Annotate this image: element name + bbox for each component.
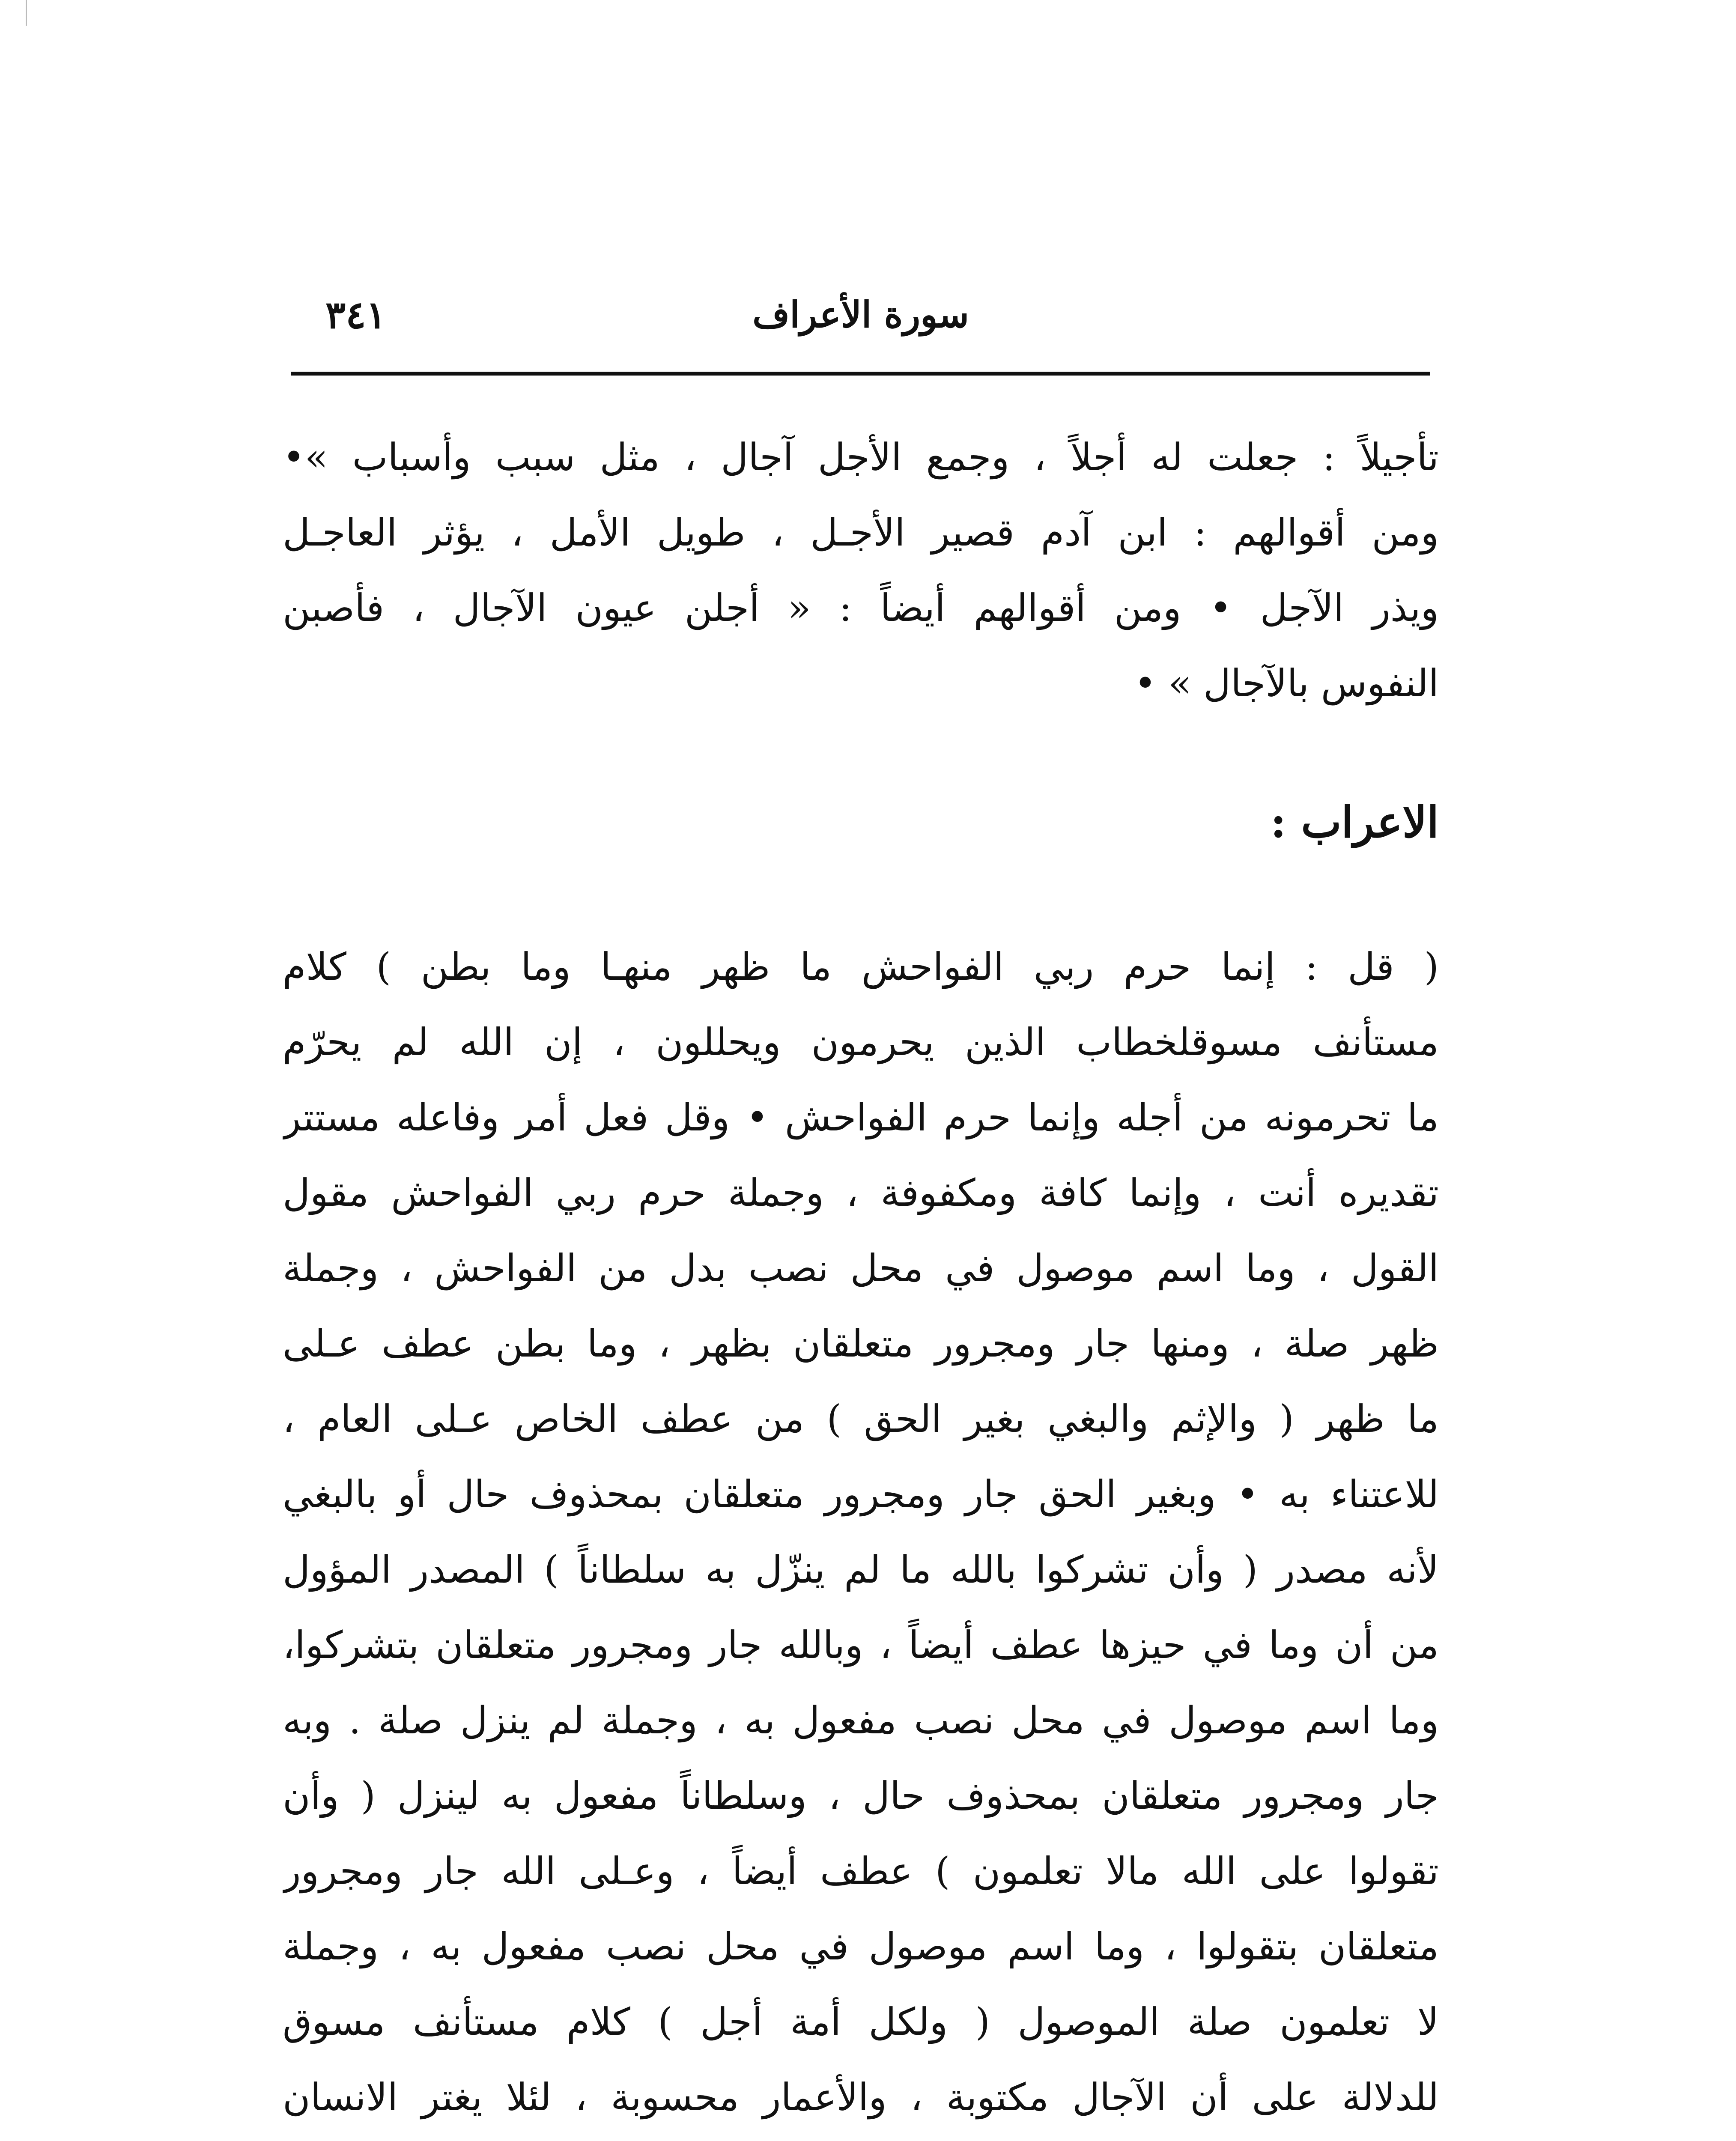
page-number: ٣٤١ — [325, 292, 386, 337]
text-line — [283, 2135, 1439, 2141]
text-line: متعلقان بتقولوا ، وما اسم موصول في محل نصب مفعول به ، وجملة — [283, 1924, 1439, 1968]
page-header — [291, 283, 1430, 347]
text-line: ما ظهر ( والإثم والبغي بغير الحق ) من عطف الخاص عـلى العام ، — [283, 1397, 1439, 1441]
surah-title: سورة الأعراف — [752, 293, 969, 336]
text-line: القول ، وما اسم موصول في محل نصب بدل من الفواحش ، وجملة — [283, 1246, 1439, 1290]
definitions-paragraph — [283, 420, 1439, 721]
section-heading-irab: الاعراب : — [1270, 797, 1439, 847]
text-line: ويذر الآجل • ومن أقوالهم أيضاً : « أجلن عيون الآجال ، فأصبن — [283, 586, 1439, 630]
text-line: تقولوا على الله مالا تعلمون ) عطف أيضاً ، وعـلى الله جار ومجرور — [283, 1849, 1439, 1893]
text-line: النفوس بالآجال » • — [1134, 661, 1439, 705]
text-line: وما اسم موصول في محل نصب مفعول به ، وجملة لم ينزل صلة . وبه — [283, 1698, 1439, 1742]
scan-margin-mark — [26, 0, 35, 26]
text-line: تقديره أنت ، وإنما كافة ومكفوفة ، وجملة حرم ربي الفواحش مقول — [283, 1171, 1439, 1215]
text-line: من أن وما في حيزها عطف أيضاً ، وبالله جار ومجرور متعلقان بتشركوا، — [283, 1623, 1439, 1667]
header-divider — [291, 372, 1430, 376]
text-line: لا تعلمون صلة الموصول ( ولكل أمة أجل ) كلام مستأنف مسوق — [283, 2000, 1439, 2044]
text-line: لأنه مصدر ( وأن تشركوا بالله ما لم ينزّل به سلطاناً ) المصدر المؤول — [283, 1548, 1439, 1592]
text-line: ظهر صلة ، ومنها جار ومجرور متعلقان بظهر ، وما بطن عطف عـلى — [283, 1321, 1439, 1366]
text-line: تأجيلاً : جعلت له أجلاً ، وجمع الأجل آجال ، مثل سبب وأسباب »• — [283, 435, 1439, 479]
text-line: مستأنف مسوقلخطاب الذين يحرمون ويحللون ، إن الله لم يحرّم — [283, 1020, 1439, 1064]
text-line: للدلالة على أن الآجال مكتوبة ، والأعمار محسوبة ، لئلا يغتر الانسان — [283, 2075, 1439, 2119]
text-line: ما تحرمونه من أجله وإنما حرم الفواحش • وقل فعل أمر وفاعله مستتر — [283, 1095, 1439, 1139]
text-line: جار ومجرور متعلقان بمحذوف حال ، وسلطاناً مفعول به لينزل ( وأن — [283, 1774, 1439, 1818]
text-line: للاعتناء به • وبغير الحق جار ومجرور متعلقان بمحذوف حال أو بالبغي — [283, 1472, 1439, 1516]
irab-paragraph — [283, 929, 1439, 2141]
text-line: ( قل : إنما حرم ربي الفواحش ما ظهر منهـا وما بطن ) كلام — [283, 945, 1439, 989]
text-line: ومن أقوالهم : ابن آدم قصير الأجـل ، طويل الأمل ، يؤثر العاجـل — [283, 510, 1439, 555]
